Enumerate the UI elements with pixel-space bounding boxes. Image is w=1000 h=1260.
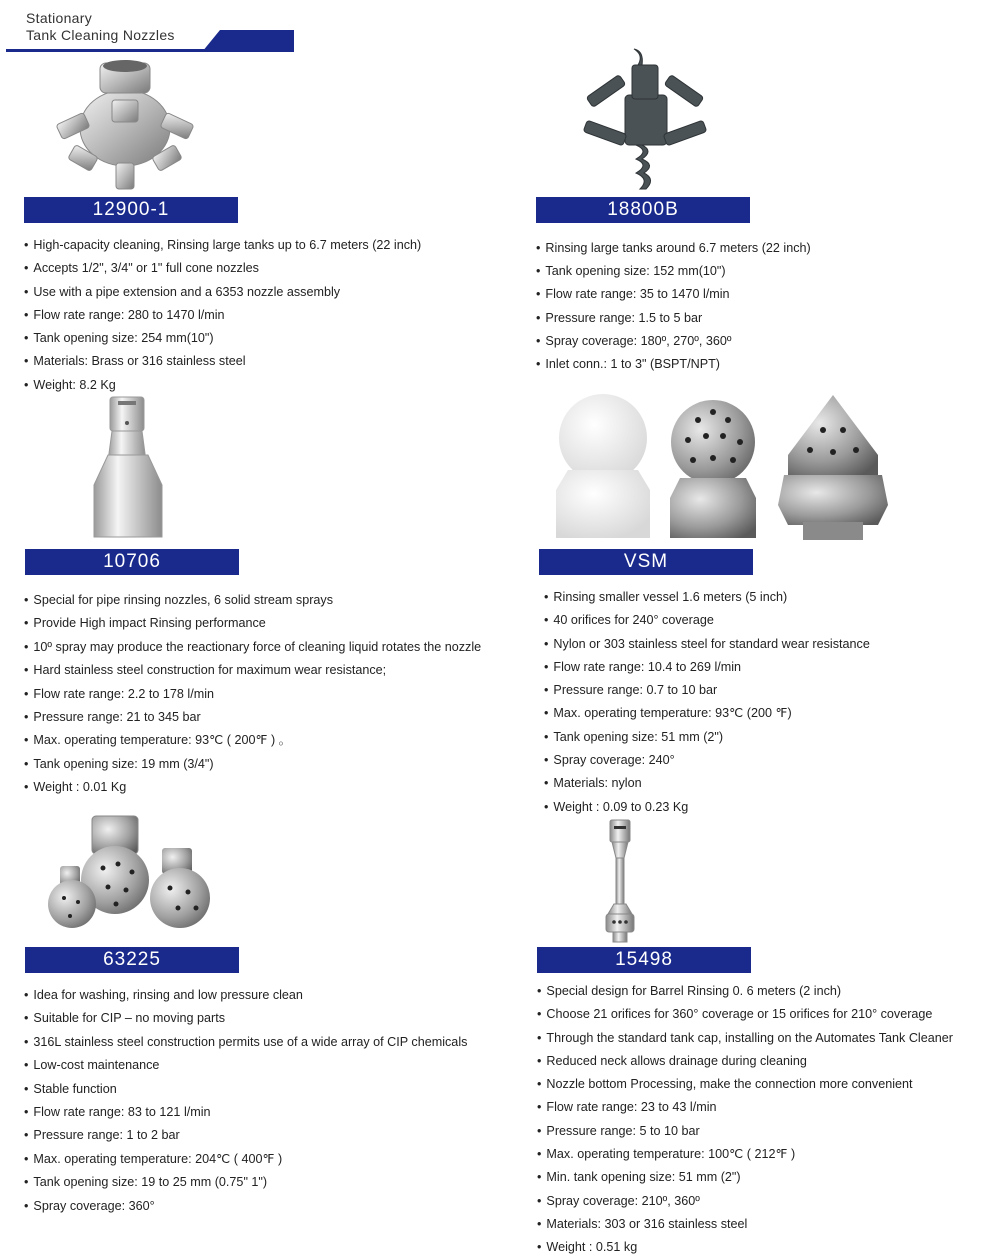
spec-item: • 40 orifices for 240° coverage (544, 609, 870, 632)
spec-list-18800B (536, 237, 811, 376)
product-label-18800B: 18800B (536, 197, 750, 223)
spec-item: • Tank opening size: 254 mm(10") (24, 327, 421, 350)
spec-list-63225 (24, 984, 467, 1218)
spec-item: • High-capacity cleaning, Rinsing large tanks up to 6.7 meters (22 inch) (24, 234, 421, 257)
spec-item: • Inlet conn.: 1 to 3" (BSPT/NPT) (536, 353, 811, 376)
spec-item: • Flow rate range: 2.2 to 178 l/min (24, 683, 481, 706)
spec-item: • Special design for Barrel Rinsing 0. 6 meters (2 inch) (537, 980, 953, 1003)
spec-item: • Provide High impact Rinsing performance (24, 612, 481, 635)
spec-item: • Min. tank opening size: 51 mm (2") (537, 1166, 953, 1189)
spec-item: • Pressure range: 5 to 10 bar (537, 1120, 953, 1143)
spec-item: • Choose 21 orifices for 360° coverage or 15 orifices for 210° coverage (537, 1003, 953, 1026)
product-image-10706 (90, 395, 165, 540)
spec-item: • Reduced neck allows drainage during cleaning (537, 1050, 953, 1073)
spec-item: • Materials: nylon (544, 772, 870, 795)
spec-item: • Tank opening size: 19 mm (3/4") (24, 753, 481, 776)
spec-item: • 316L stainless steel construction permits use of a wide array of CIP chemicals (24, 1031, 467, 1054)
spec-list-VSM (544, 586, 870, 819)
spec-item: • Flow rate range: 35 to 1470 l/min (536, 283, 811, 306)
product-image-15498 (600, 818, 640, 944)
product-label-63225: 63225 (25, 947, 239, 973)
spec-list-15498 (537, 980, 953, 1260)
spec-item: • Pressure range: 1 to 2 bar (24, 1124, 467, 1147)
spec-item: • Suitable for CIP – no moving parts (24, 1007, 467, 1030)
spec-item: • Flow rate range: 83 to 121 l/min (24, 1101, 467, 1124)
spec-item: • Materials: Brass or 316 stainless steel (24, 350, 421, 373)
spec-item: • Pressure range: 1.5 to 5 bar (536, 307, 811, 330)
spec-item: • Spray coverage: 240° (544, 749, 870, 772)
spec-list-12900-1 (24, 234, 421, 397)
spec-item: • Nozzle bottom Processing, make the connection more convenient (537, 1073, 953, 1096)
spec-item: • Spray coverage: 210º, 360º (537, 1190, 953, 1213)
header-title-line2: Tank Cleaning Nozzles (26, 27, 175, 43)
spec-item: • Tank opening size: 51 mm (2") (544, 726, 870, 749)
spec-item: • Flow rate range: 23 to 43 l/min (537, 1096, 953, 1119)
spec-item: • Max. operating temperature: 93℃ ( 200℉ ) 。 (24, 729, 481, 752)
spec-item: • Rinsing smaller vessel 1.6 meters (5 inch) (544, 586, 870, 609)
spec-item: • Idea for washing, rinsing and low pressure clean (24, 984, 467, 1007)
product-image-12900-1 (50, 58, 200, 193)
spec-item: • Special for pipe rinsing nozzles, 6 solid stream sprays (24, 589, 481, 612)
product-label-15498: 15498 (537, 947, 751, 973)
spec-item: • Through the standard tank cap, installing on the Automates Tank Cleaner (537, 1027, 953, 1050)
spec-item: • Pressure range: 0.7 to 10 bar (544, 679, 870, 702)
spec-item: • Accepts 1/2", 3/4" or 1" full cone nozzles (24, 257, 421, 280)
product-image-63225 (48, 812, 218, 937)
spec-item: • Weight: 8.2 Kg (24, 374, 421, 397)
spec-item: • Stable function (24, 1078, 467, 1101)
section-header (6, 6, 296, 54)
product-image-18800B (580, 45, 710, 193)
spec-item: • Flow rate range: 280 to 1470 l/min (24, 304, 421, 327)
product-label-12900-1: 12900-1 (24, 197, 238, 223)
spec-item: • Flow rate range: 10.4 to 269 l/min (544, 656, 870, 679)
spec-item: • Weight : 0.01 Kg (24, 776, 481, 799)
header-underline (6, 46, 294, 54)
spec-item: • 10º spray may produce the reactionary force of cleaning liquid rotates the nozzle (24, 636, 481, 659)
spec-item: • Spray coverage: 180º, 270º, 360º (536, 330, 811, 353)
product-image-VSM (548, 390, 888, 542)
spec-item: • Max. operating temperature: 100℃ ( 212℉ ) (537, 1143, 953, 1166)
spec-item: • Spray coverage: 360° (24, 1195, 467, 1218)
product-label-10706: 10706 (25, 549, 239, 575)
spec-item: • Low-cost maintenance (24, 1054, 467, 1077)
spec-item: • Rinsing large tanks around 6.7 meters (22 inch) (536, 237, 811, 260)
spec-item: • Use with a pipe extension and a 6353 nozzle assembly (24, 281, 421, 304)
spec-item: • Max. operating temperature: 93℃ (200 ℉) (544, 702, 870, 725)
spec-item: • Max. operating temperature: 204℃ ( 400℉ ) (24, 1148, 467, 1171)
spec-item: • Nylon or 303 stainless steel for standard wear resistance (544, 633, 870, 656)
spec-item: • Pressure range: 21 to 345 bar (24, 706, 481, 729)
spec-item: • Hard stainless steel construction for maximum wear resistance; (24, 659, 481, 682)
spec-list-10706 (24, 589, 481, 800)
spec-item: • Weight : 0.51 kg (537, 1236, 953, 1259)
spec-item: • Materials: 303 or 316 stainless steel (537, 1213, 953, 1236)
header-title-line1: Stationary (26, 10, 93, 26)
spec-item: • Tank opening size: 19 to 25 mm (0.75" 1") (24, 1171, 467, 1194)
product-label-VSM: VSM (539, 549, 753, 575)
spec-item: • Tank opening size: 152 mm(10") (536, 260, 811, 283)
spec-item: • Weight : 0.09 to 0.23 Kg (544, 796, 870, 819)
